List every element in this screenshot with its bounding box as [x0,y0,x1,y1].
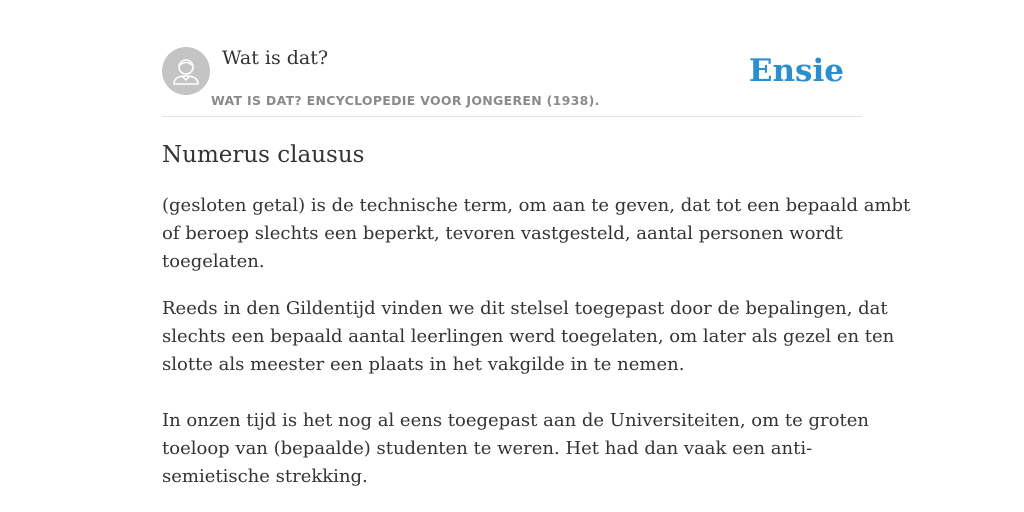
text-line: In onzen tijd is het nog al eens toegepast aan de Universiteiten, om te groten [162,410,869,431]
text-line: of beroep slechts een beperkt, tevoren vastgesteld, aantal personen wordt [162,223,843,244]
text-line: slotte als meester een plaats in het vakgilde in te nemen. [162,354,685,375]
entry-body [162,192,911,510]
entry-title: Numerus clausus [162,142,365,168]
entry-header [162,46,862,117]
source-title-link[interactable]: Wat is dat? [222,47,329,69]
user-avatar-icon[interactable] [162,47,210,95]
text-line: toeloop van (bepaalde) studenten te weren. Het had dan vaak een anti- [162,438,813,459]
source-subtitle-link[interactable]: WAT IS DAT? ENCYCLOPEDIE VOOR JONGEREN (1938). [211,93,600,108]
text-line: toegelaten. [162,251,265,272]
text-line: Reeds in den Gildentijd vinden we dit stelsel toegepast door de bepalingen, dat [162,298,888,319]
paragraph [162,295,895,379]
ensie-logo[interactable]: Ensie [748,53,844,89]
paragraph [162,407,869,491]
text-line: slechts een bepaald aantal leerlingen werd toegelaten, om later als gezel en ten [162,326,895,347]
text-line: semietische strekking. [162,466,368,487]
paragraph [162,192,911,276]
text-line: (gesloten getal) is de technische term, om aan te geven, dat tot een bepaald ambt [162,195,911,216]
